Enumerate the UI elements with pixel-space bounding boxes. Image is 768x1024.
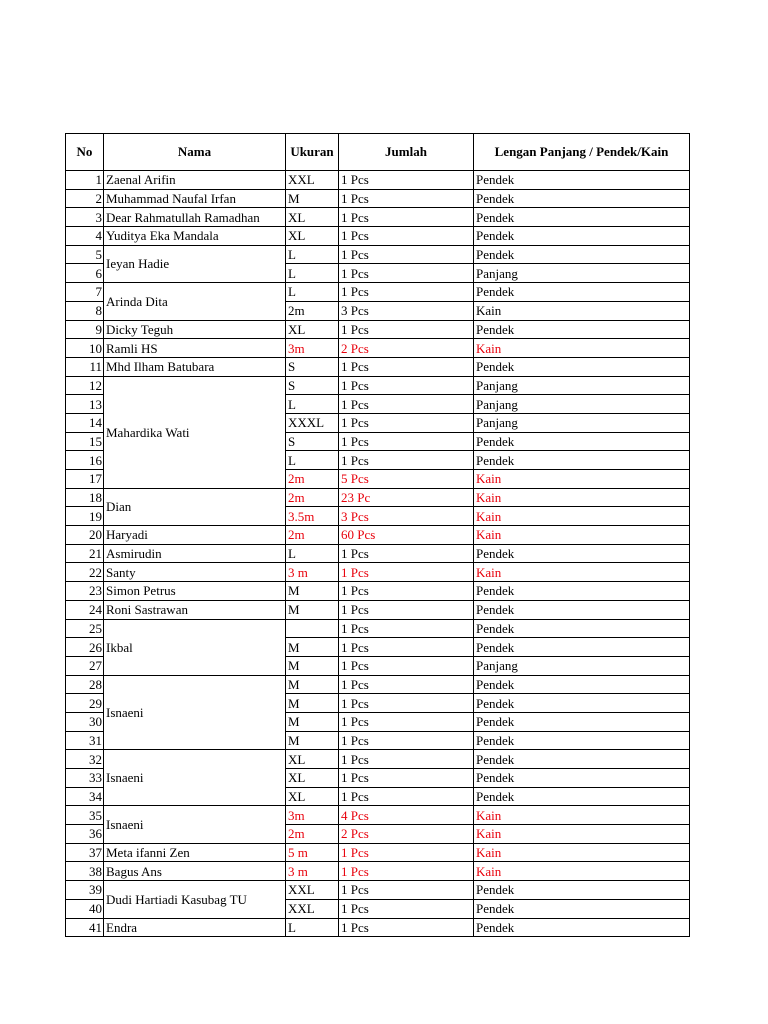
cell-no: 30 — [66, 712, 104, 731]
cell-ukuran: XXXL — [286, 413, 339, 432]
cell-no: 15 — [66, 432, 104, 451]
cell-ukuran: XXL — [286, 899, 339, 918]
cell-ukuran: L — [286, 395, 339, 414]
cell-jumlah: 1 Pcs — [339, 171, 474, 190]
cell-ukuran: 3 m — [286, 563, 339, 582]
cell-no: 14 — [66, 413, 104, 432]
cell-jumlah: 1 Pcs — [339, 675, 474, 694]
cell-lengan: Pendek — [474, 787, 690, 806]
cell-jumlah: 1 Pcs — [339, 227, 474, 246]
cell-ukuran: 3m — [286, 806, 339, 825]
table-row — [66, 339, 690, 358]
cell-nama: Yuditya Eka Mandala — [104, 227, 286, 246]
cell-no: 6 — [66, 264, 104, 283]
cell-jumlah: 1 Pcs — [339, 600, 474, 619]
table-row — [66, 245, 690, 264]
cell-lengan: Pendek — [474, 189, 690, 208]
cell-no: 33 — [66, 769, 104, 788]
table-row — [66, 600, 690, 619]
cell-lengan: Pendek — [474, 171, 690, 190]
cell-ukuran: XL — [286, 787, 339, 806]
cell-no: 37 — [66, 843, 104, 862]
cell-no: 2 — [66, 189, 104, 208]
table-row — [66, 227, 690, 246]
cell-jumlah: 2 Pcs — [339, 825, 474, 844]
cell-ukuran: 2m — [286, 526, 339, 545]
cell-ukuran: XL — [286, 227, 339, 246]
cell-no: 11 — [66, 357, 104, 376]
cell-jumlah: 1 Pcs — [339, 189, 474, 208]
header-ukuran: Ukuran — [286, 134, 339, 171]
table-body — [66, 171, 690, 937]
cell-nama: Dian — [104, 488, 286, 525]
cell-ukuran — [286, 619, 339, 638]
cell-nama: Dudi Hartiadi Kasubag TU — [104, 881, 286, 918]
cell-ukuran: M — [286, 582, 339, 601]
cell-ukuran: 3.5m — [286, 507, 339, 526]
cell-lengan: Pendek — [474, 881, 690, 900]
cell-no: 22 — [66, 563, 104, 582]
cell-jumlah: 1 Pcs — [339, 712, 474, 731]
cell-ukuran: L — [286, 264, 339, 283]
table-row — [66, 563, 690, 582]
cell-ukuran: XL — [286, 769, 339, 788]
cell-ukuran: 2m — [286, 488, 339, 507]
cell-jumlah: 1 Pcs — [339, 357, 474, 376]
cell-ukuran: 3m — [286, 339, 339, 358]
cell-jumlah: 1 Pcs — [339, 376, 474, 395]
cell-lengan: Kain — [474, 470, 690, 489]
cell-jumlah: 1 Pcs — [339, 451, 474, 470]
cell-no: 41 — [66, 918, 104, 937]
cell-lengan: Panjang — [474, 413, 690, 432]
cell-lengan: Panjang — [474, 395, 690, 414]
cell-jumlah: 1 Pcs — [339, 918, 474, 937]
cell-no: 1 — [66, 171, 104, 190]
cell-no: 8 — [66, 301, 104, 320]
cell-ukuran: M — [286, 712, 339, 731]
cell-nama: Bagus Ans — [104, 862, 286, 881]
cell-lengan: Pendek — [474, 582, 690, 601]
cell-ukuran: XXL — [286, 881, 339, 900]
table-row — [66, 376, 690, 395]
cell-jumlah: 1 Pcs — [339, 750, 474, 769]
cell-ukuran: L — [286, 918, 339, 937]
cell-no: 36 — [66, 825, 104, 844]
cell-jumlah: 1 Pcs — [339, 862, 474, 881]
cell-nama: Roni Sastrawan — [104, 600, 286, 619]
cell-nama: Haryadi — [104, 526, 286, 545]
cell-lengan: Panjang — [474, 656, 690, 675]
cell-jumlah: 1 Pcs — [339, 283, 474, 302]
cell-lengan: Pendek — [474, 357, 690, 376]
cell-ukuran: S — [286, 376, 339, 395]
cell-nama: Isnaeni — [104, 806, 286, 843]
cell-lengan: Pendek — [474, 675, 690, 694]
cell-lengan: Kain — [474, 339, 690, 358]
cell-ukuran: XXL — [286, 171, 339, 190]
cell-no: 24 — [66, 600, 104, 619]
cell-jumlah: 1 Pcs — [339, 245, 474, 264]
cell-jumlah: 2 Pcs — [339, 339, 474, 358]
table-row — [66, 806, 690, 825]
cell-jumlah: 1 Pcs — [339, 619, 474, 638]
cell-no: 17 — [66, 470, 104, 489]
cell-jumlah: 1 Pcs — [339, 787, 474, 806]
cell-no: 9 — [66, 320, 104, 339]
cell-no: 38 — [66, 862, 104, 881]
cell-no: 23 — [66, 582, 104, 601]
cell-ukuran: M — [286, 694, 339, 713]
cell-lengan: Pendek — [474, 731, 690, 750]
cell-lengan: Pendek — [474, 694, 690, 713]
table-row — [66, 750, 690, 769]
cell-no: 3 — [66, 208, 104, 227]
cell-nama: Meta ifanni Zen — [104, 843, 286, 862]
cell-nama: Dear Rahmatullah Ramadhan — [104, 208, 286, 227]
cell-jumlah: 4 Pcs — [339, 806, 474, 825]
cell-nama: Muhammad Naufal Irfan — [104, 189, 286, 208]
table-row — [66, 843, 690, 862]
cell-nama: Arinda Dita — [104, 283, 286, 320]
cell-ukuran: M — [286, 675, 339, 694]
cell-nama: Mahardika Wati — [104, 376, 286, 488]
cell-lengan: Pendek — [474, 750, 690, 769]
cell-no: 29 — [66, 694, 104, 713]
cell-no: 21 — [66, 544, 104, 563]
cell-ukuran: M — [286, 189, 339, 208]
header-nama: Nama — [104, 134, 286, 171]
cell-nama: Simon Petrus — [104, 582, 286, 601]
cell-nama: Dicky Teguh — [104, 320, 286, 339]
table-row — [66, 283, 690, 302]
table-row — [66, 582, 690, 601]
cell-jumlah: 1 Pcs — [339, 563, 474, 582]
cell-no: 28 — [66, 675, 104, 694]
cell-jumlah: 3 Pcs — [339, 507, 474, 526]
cell-lengan: Pendek — [474, 769, 690, 788]
table-row — [66, 189, 690, 208]
cell-lengan: Pendek — [474, 600, 690, 619]
table-row — [66, 208, 690, 227]
cell-no: 40 — [66, 899, 104, 918]
table-row — [66, 675, 690, 694]
table-row — [66, 881, 690, 900]
cell-lengan: Kain — [474, 488, 690, 507]
cell-ukuran: M — [286, 638, 339, 657]
cell-no: 18 — [66, 488, 104, 507]
cell-jumlah: 1 Pcs — [339, 544, 474, 563]
cell-no: 34 — [66, 787, 104, 806]
cell-ukuran: L — [286, 451, 339, 470]
cell-lengan: Pendek — [474, 544, 690, 563]
cell-jumlah: 1 Pcs — [339, 881, 474, 900]
cell-nama: Endra — [104, 918, 286, 937]
cell-jumlah: 23 Pc — [339, 488, 474, 507]
cell-no: 31 — [66, 731, 104, 750]
cell-ukuran: M — [286, 731, 339, 750]
cell-lengan: Pendek — [474, 918, 690, 937]
cell-jumlah: 1 Pcs — [339, 395, 474, 414]
cell-jumlah: 1 Pcs — [339, 731, 474, 750]
cell-ukuran: L — [286, 544, 339, 563]
cell-no: 26 — [66, 638, 104, 657]
cell-lengan: Kain — [474, 806, 690, 825]
cell-lengan: Pendek — [474, 899, 690, 918]
cell-no: 5 — [66, 245, 104, 264]
cell-nama: Santy — [104, 563, 286, 582]
cell-jumlah: 1 Pcs — [339, 899, 474, 918]
cell-ukuran: M — [286, 600, 339, 619]
cell-ukuran: XL — [286, 320, 339, 339]
cell-jumlah: 1 Pcs — [339, 432, 474, 451]
cell-no: 25 — [66, 619, 104, 638]
cell-no: 35 — [66, 806, 104, 825]
cell-ukuran: 2m — [286, 301, 339, 320]
cell-ukuran: 2m — [286, 470, 339, 489]
cell-lengan: Kain — [474, 862, 690, 881]
cell-lengan: Kain — [474, 563, 690, 582]
cell-ukuran: 5 m — [286, 843, 339, 862]
cell-jumlah: 1 Pcs — [339, 208, 474, 227]
cell-lengan: Panjang — [474, 264, 690, 283]
cell-ukuran: XL — [286, 208, 339, 227]
cell-nama: Ieyan Hadie — [104, 245, 286, 282]
cell-lengan: Pendek — [474, 283, 690, 302]
cell-no: 12 — [66, 376, 104, 395]
cell-lengan: Kain — [474, 507, 690, 526]
cell-no: 20 — [66, 526, 104, 545]
cell-lengan: Pendek — [474, 619, 690, 638]
order-table — [65, 133, 690, 937]
cell-ukuran: 3 m — [286, 862, 339, 881]
cell-jumlah: 1 Pcs — [339, 638, 474, 657]
table-row — [66, 320, 690, 339]
cell-no: 10 — [66, 339, 104, 358]
cell-no: 32 — [66, 750, 104, 769]
cell-ukuran: S — [286, 432, 339, 451]
cell-lengan: Pendek — [474, 638, 690, 657]
cell-lengan: Kain — [474, 825, 690, 844]
table-row — [66, 488, 690, 507]
cell-lengan: Pendek — [474, 227, 690, 246]
cell-ukuran: XL — [286, 750, 339, 769]
table-row — [66, 918, 690, 937]
cell-nama: Mhd Ilham Batubara — [104, 357, 286, 376]
cell-lengan: Panjang — [474, 376, 690, 395]
cell-ukuran: L — [286, 283, 339, 302]
cell-no: 27 — [66, 656, 104, 675]
cell-jumlah: 1 Pcs — [339, 656, 474, 675]
cell-ukuran: S — [286, 357, 339, 376]
cell-jumlah: 1 Pcs — [339, 843, 474, 862]
cell-ukuran: L — [286, 245, 339, 264]
table-row — [66, 544, 690, 563]
cell-no: 7 — [66, 283, 104, 302]
cell-no: 39 — [66, 881, 104, 900]
table-row — [66, 619, 690, 638]
cell-jumlah: 1 Pcs — [339, 413, 474, 432]
table-row — [66, 171, 690, 190]
cell-lengan: Kain — [474, 526, 690, 545]
header-jumlah: Jumlah — [339, 134, 474, 171]
cell-no: 16 — [66, 451, 104, 470]
header-no: No — [66, 134, 104, 171]
cell-no: 13 — [66, 395, 104, 414]
table-row — [66, 526, 690, 545]
cell-jumlah: 1 Pcs — [339, 769, 474, 788]
cell-jumlah: 5 Pcs — [339, 470, 474, 489]
cell-nama: Zaenal Arifin — [104, 171, 286, 190]
cell-ukuran: 2m — [286, 825, 339, 844]
cell-lengan: Kain — [474, 301, 690, 320]
cell-no: 4 — [66, 227, 104, 246]
cell-lengan: Pendek — [474, 320, 690, 339]
cell-lengan: Pendek — [474, 245, 690, 264]
header-row — [66, 134, 690, 171]
header-lengan: Lengan Panjang / Pendek/Kain — [474, 134, 690, 171]
cell-no: 19 — [66, 507, 104, 526]
cell-lengan: Pendek — [474, 712, 690, 731]
cell-lengan: Kain — [474, 843, 690, 862]
cell-lengan: Pendek — [474, 208, 690, 227]
table-row — [66, 862, 690, 881]
cell-jumlah: 60 Pcs — [339, 526, 474, 545]
cell-jumlah: 1 Pcs — [339, 582, 474, 601]
cell-jumlah: 1 Pcs — [339, 694, 474, 713]
cell-nama: Ikbal — [104, 619, 286, 675]
cell-ukuran: M — [286, 656, 339, 675]
cell-jumlah: 3 Pcs — [339, 301, 474, 320]
cell-lengan: Pendek — [474, 451, 690, 470]
cell-nama: Isnaeni — [104, 750, 286, 806]
cell-jumlah: 1 Pcs — [339, 320, 474, 339]
cell-jumlah: 1 Pcs — [339, 264, 474, 283]
cell-lengan: Pendek — [474, 432, 690, 451]
cell-nama: Asmirudin — [104, 544, 286, 563]
cell-nama: Ramli HS — [104, 339, 286, 358]
cell-nama: Isnaeni — [104, 675, 286, 750]
table-row — [66, 357, 690, 376]
